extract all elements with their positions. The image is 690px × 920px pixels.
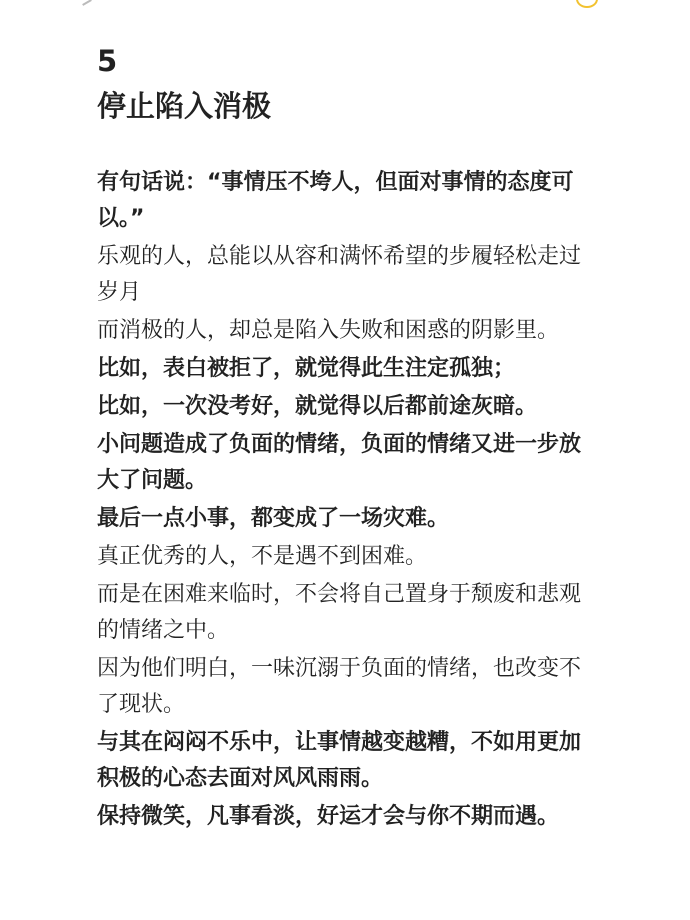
section-number: 5 xyxy=(97,44,118,78)
article-body xyxy=(97,163,595,835)
paragraph: 比如，一次没考好，就觉得以后都前途灰暗。 xyxy=(97,394,538,419)
paragraph: 比如，表白被拒了，就觉得此生注定孤独； xyxy=(97,356,516,381)
paragraph: 有句话说：“事情压不垮人，但面对事情的态度可以。” xyxy=(97,170,574,231)
paragraph: 而是在困难来临时，不会将自己置身于颓废和悲观的情绪之中。 xyxy=(97,582,582,643)
paragraph: 乐观的人，总能以从容和满怀希望的步履轻松走过岁月 xyxy=(97,244,582,305)
paragraph: 保持微笑，凡事看淡，好运才会与你不期而遇。 xyxy=(97,804,560,829)
top-edge-mark xyxy=(78,0,92,6)
paragraph: 因为他们明白，一味沉溺于负面的情绪，也改变不了现状。 xyxy=(97,656,582,717)
paragraph: 最后一点小事，都变成了一场灾难。 xyxy=(97,506,450,531)
emoji-icon xyxy=(576,0,598,8)
section-title: 停止陷入消极 xyxy=(97,89,272,123)
paragraph: 小问题造成了负面的情绪，负面的情绪又进一步放大了问题。 xyxy=(97,432,582,493)
paragraph: 真正优秀的人，不是遇不到困难。 xyxy=(97,544,428,569)
paragraph: 与其在闷闷不乐中，让事情越变越糟，不如用更加积极的心态去面对风风雨雨。 xyxy=(97,730,582,791)
paragraph: 而消极的人，却总是陷入失败和困惑的阴影里。 xyxy=(97,318,560,343)
